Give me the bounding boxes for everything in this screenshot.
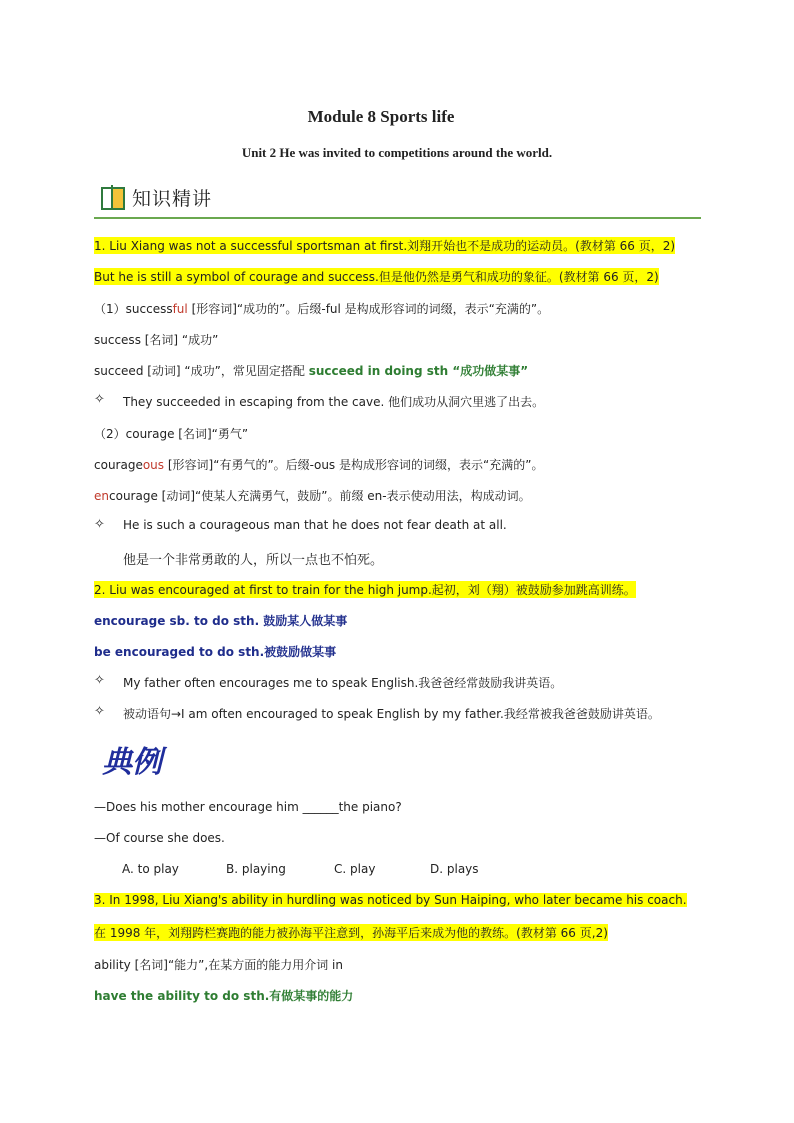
note-encourage: encourage [动词]“使某人充满勇气，鼓励”。前缀 en-表示使动用法，构成动词。 [94, 489, 531, 503]
option-d[interactable]: D. plays [430, 862, 479, 876]
note-success: success [名词] “成功” [94, 333, 219, 347]
point-3-sentence: 3. In 1998, Liu Xiang's ability in hurdling was noticed by Sun Haiping, who later became his coach. [94, 893, 687, 907]
example-badge-icon [100, 740, 175, 780]
question-line-1: —Does his mother encourage him ______the piano? [94, 800, 402, 814]
note-ability: ability [名词]“能力”,在某方面的能力用介词 in [94, 958, 343, 972]
example-sentence: He is such a courageous man that he does not fear death at all. [123, 518, 507, 532]
section-header [100, 182, 212, 212]
note-succeed: succeed [动词] “成功”，常见固定搭配 succeed in doing sth “成功做某事” [94, 364, 529, 378]
option-b[interactable]: B. playing [226, 862, 286, 876]
bullet-icon: ✧ [94, 673, 105, 688]
answer-options [122, 862, 479, 876]
section-divider [94, 217, 701, 219]
phrase-be-encouraged: be encouraged to do sth.被鼓励做某事 [94, 645, 337, 659]
point-2-sentence: 2. Liu was encouraged at first to train for the high jump.起初，刘（翔）被鼓励参加跳高训练。 [94, 583, 636, 597]
svg-text:典例: 典例 [102, 745, 162, 780]
bullet-icon: ✧ [94, 704, 105, 719]
note-successful: （1）successful [形容词]“成功的”。后缀-ful 是构成形容词的词缀，表示“充满的”。 [94, 302, 550, 316]
point-1-sentence: 1. Liu Xiang was not a successful sportsman at first.刘翔开始也不是成功的运动员。(教材第 66 页，2) [94, 239, 676, 253]
book-icon [100, 185, 126, 209]
bullet-icon: ✧ [94, 392, 105, 407]
example-translation: 他是一个非常勇敢的人，所以一点也不怕死。 [123, 553, 384, 568]
point-1-sentence-2: But he is still a symbol of courage and success.但是他仍然是勇气和成功的象征。(教材第 66 页，2) [94, 270, 659, 284]
option-a[interactable]: A. to play [122, 862, 179, 876]
note-courage: （2）courage [名词]“勇气” [94, 427, 249, 441]
section-title: 知识精讲 [132, 187, 213, 210]
point-3-translation: 在 1998 年，刘翔跨栏赛跑的能力被孙海平注意到，孙海平后来成为他的教练。(教材第 66 页,2) [94, 926, 608, 940]
page-subtitle: Unit 2 He was invited to competitions around the world. [241, 145, 553, 160]
phrase-have-ability: have the ability to do sth.有做某事的能力 [94, 989, 354, 1003]
option-c[interactable]: C. play [334, 862, 376, 876]
note-courageous: courageous [形容词]“有勇气的”。后缀-ous 是构成形容词的词缀，表示“充满的”。 [94, 458, 544, 472]
question-line-2: —Of course she does. [94, 831, 225, 845]
bullet-icon: ✧ [94, 517, 105, 532]
page-title: Module 8 Sports life [307, 107, 455, 126]
example-sentence: 被动语句→I am often encouraged to speak English by my father.我经常被我爸爸鼓励讲英语。 [123, 707, 660, 721]
phrase-encourage: encourage sb. to do sth. 鼓励某人做某事 [94, 614, 348, 628]
example-sentence: They succeeded in escaping from the cave. 他们成功从洞穴里逃了出去。 [123, 395, 545, 409]
example-sentence: My father often encourages me to speak English.我爸爸经常鼓励我讲英语。 [123, 676, 563, 690]
